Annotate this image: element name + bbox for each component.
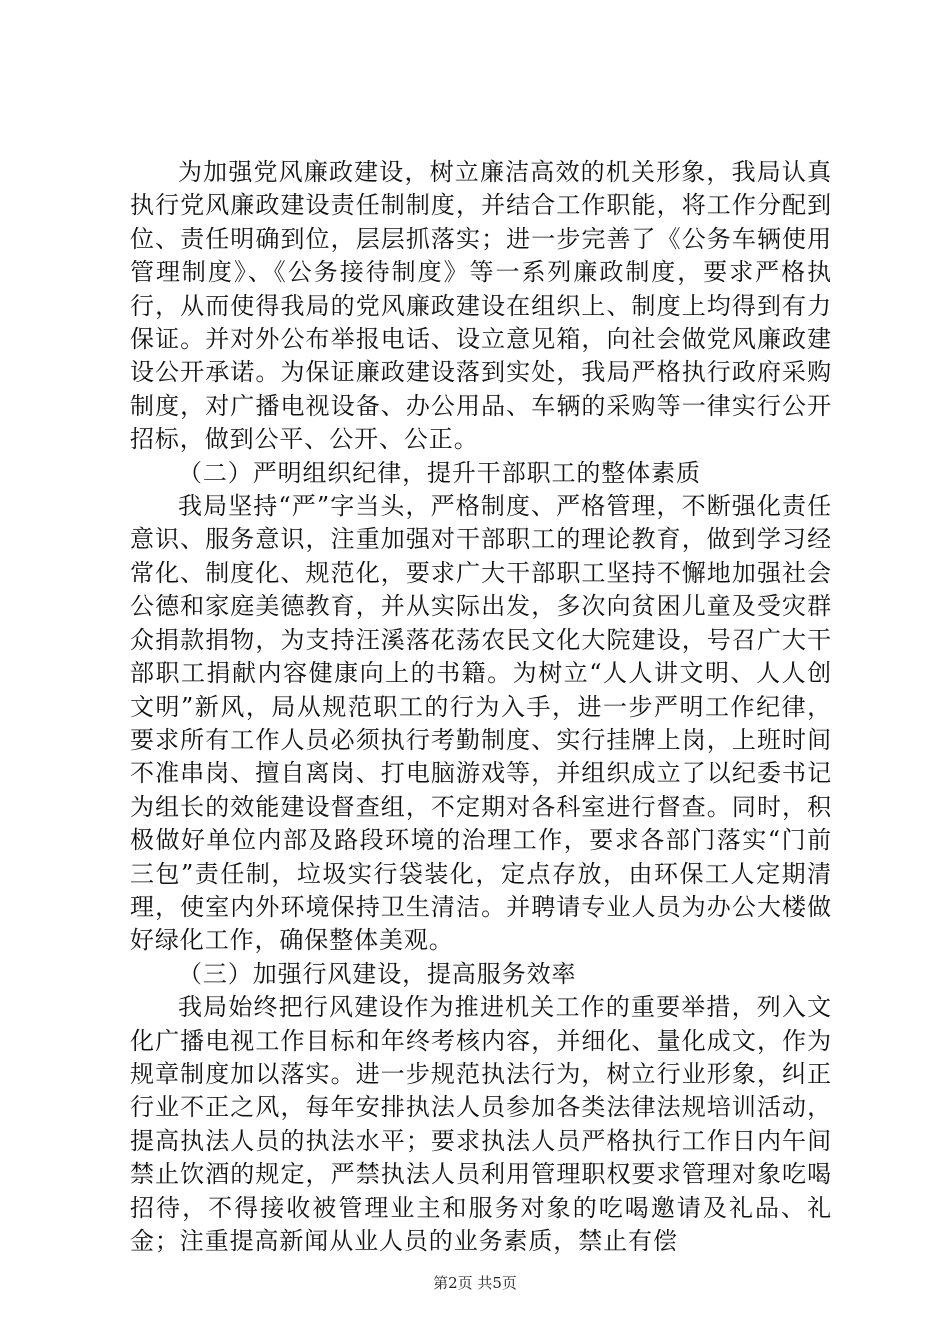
paragraph-conduct-building: 我局始终把行风建设作为推进机关工作的重要举措，列入文化广播电视工作目标和年终考核内容，并细化、量化成文，作为规章制度加以落实。进一步规范执法行为，树立行业形象，纠正行业不正之风，每年安排执法人员参加各类法律法规培训活动，提高执法人员的执法水平；要求执法人员严格执行工作日内午间禁止饮酒的规定，严禁执法人员利用管理职权要求管理对象吃喝招待，不得接收被管理业主和服务对象的吃喝邀请及礼品、礼金；注重提高新闻从业人员的业务素质，禁止有偿	[130, 993, 832, 1255]
section-heading-organization-discipline: （二）严明组织纪律，提升干部职工的整体素质	[178, 458, 701, 487]
section-heading-conduct-building: （三）加强行风建设，提高服务效率	[178, 959, 577, 988]
paragraph-organization-discipline: 我局坚持“严”字当头，严格制度、严格管理，不断强化责任意识、服务意识，注重加强对干部职工的理论教育，做到学习经常化、制度化、规范化，要求广大干部职工坚持不懈地加强社会公德和家庭美德教育，并从实际出发，多次向贫困儿童及受灾群众捐款捐物，为支持汪溪落花荡农民文化大院建设，号召广大干部职工捐献内容健康向上的书籍。为树立“人人讲文明、人人创文明”新风，局从规范职工的行为入手，进一步严明工作纪律，要求所有工作人员必须执行考勤制度、实行挂牌上岗，上班时间不准串岗、擅自离岗、打电脑游戏等，并组织成立了以纪委书记为组长的效能建设督查组，不定期对各科室进行督查。同时，积极做好单位内部及路段环境的治理工作，要求各部门落实“门前三包”责任制，垃圾实行袋装化，定点存放，由环保工人定期清理，使室内外环境保持卫生清洁。并聘请专业人员为办公大楼做好绿化工作，确保整体美观。	[130, 492, 832, 955]
page-number-footer: 第2页 共5页	[433, 1274, 517, 1292]
paragraph-integrity-building: 为加强党风廉政建设，树立廉洁高效的机关形象，我局认真执行党风廉政建设责任制制度，并结合工作职能，将工作分配到位、责任明确到位，层层抓落实；进一步完善了《公务车辆使用管理制度》、《公务接待制度》等一系列廉政制度，要求严格执行，从而使得我局的党风廉政建设在组织上、制度上均得到有力保证。并对外公布举报电话、设立意见箱，向社会做党风廉政建设公开承诺。为保证廉政建设落到实处，我局严格执行政府采购制度，对广播电视设备、办公用品、车辆的采购等一律实行公开招标，做到公平、公开、公正。	[130, 158, 832, 454]
document-body	[130, 156, 832, 1258]
